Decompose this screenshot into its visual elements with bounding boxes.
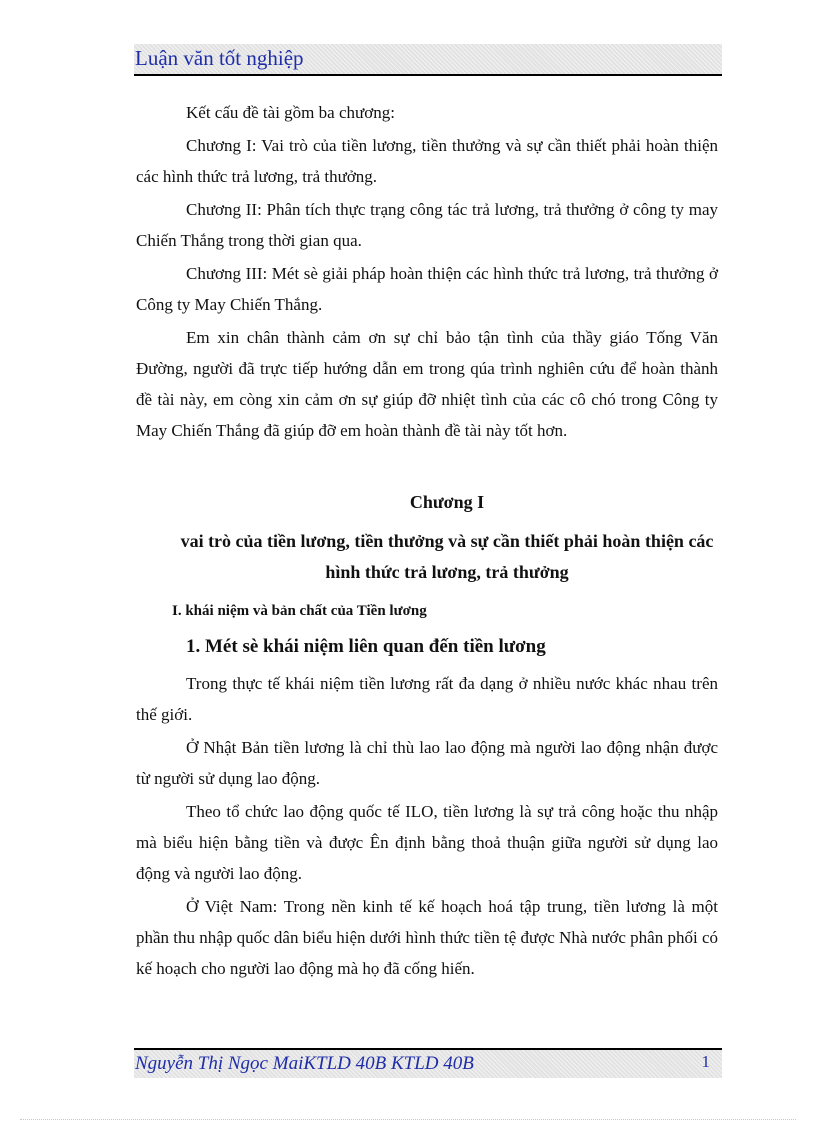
page-footer [134,1048,722,1078]
body-paragraph: Theo tổ chức lao động quốc tế ILO, tiền lương là sự trả công hoặc thu nhập mà biểu hiện bằng tiền và được Ên định bằng thoả thuận giữa người sử dụng lao động và người lao động. [136,802,718,883]
chapter-section [136,488,718,984]
document-body [136,97,718,986]
intro-paragraph: Chương III: Mét sè giải pháp hoàn thiện các hình thức trả lương, trả thưởng ở Công ty May Chiến Thắng. [136,264,718,314]
bottom-divider [20,1119,796,1120]
subsection-heading: 1. Mét sè khái niệm liên quan đến tiền lương [186,636,546,657]
body-paragraph: Ở Nhật Bản tiền lương là chỉ thù lao lao động mà người lao động nhận được từ người sử dụng lao động. [136,738,718,788]
section-heading: I. khái niệm và bản chất của Tiền lương [172,603,427,619]
page-number: 1 [701,1052,710,1071]
footer-author: Nguyễn Thị Ngọc MaiKTLD 40B KTLD 40B [135,1053,474,1074]
body-paragraph: Ở Việt Nam: Trong nền kinh tế kế hoạch hoá tập trung, tiền lương là một phần thu nhập quốc dân biểu hiện dưới hình thức tiền tệ được Nhà nước phân phối có kế hoạch cho người lao động mà họ đã cống hiến. [136,897,718,978]
intro-paragraph: Kết cấu đề tài gồm ba chương: [186,103,395,122]
intro-paragraph: Em xin chân thành cảm ơn sự chỉ bảo tận tình của thầy giáo Tống Văn Đường, người đã trực tiếp hướng dẫn em trong qúa trình nghiên cứu để hoàn thành đề tài này, em còng xin cảm ơn sự giúp đỡ nhiệt tình của các cô chó trong Công ty May Chiến Thắng đã giúp đỡ em hoàn thành đề tài này tốt hơn. [136,328,718,440]
body-paragraph: Trong thực tế khái niệm tiền lương rất đa dạng ở nhiều nước khác nhau trên thế giới. [136,674,718,724]
header-title: Luận văn tốt nghiệp [135,46,304,70]
intro-paragraph: Chương II: Phân tích thực trạng công tác trả lương, trả thưởng ở công ty may Chiến Thắng trong thời gian qua. [136,200,718,250]
chapter-subtitle: vai trò của tiền lương, tiền thưởng và sự cần thiết phải hoàn thiện các hình thức trả lương, trả thưởng [180,531,714,582]
intro-paragraph: Chương I: Vai trò của tiền lương, tiền thưởng và sự cần thiết phải hoàn thiện các hình thức trả lương, trả thưởng. [136,136,718,186]
page-header [134,44,722,76]
chapter-title: Chương I [409,492,485,512]
